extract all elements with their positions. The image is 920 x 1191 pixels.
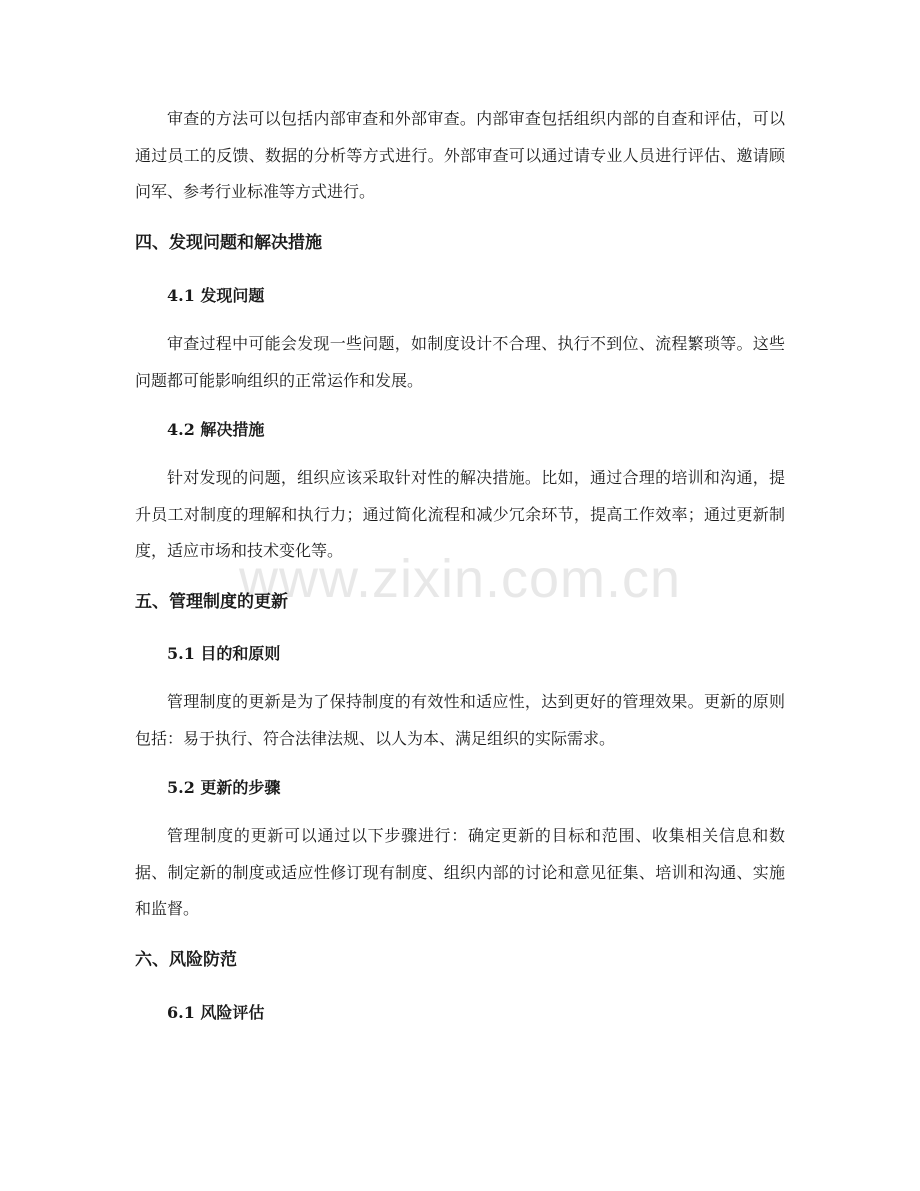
section-heading-6: 六、风险防范 [135,950,237,970]
watermark: www.zixin.com.cn [238,549,682,609]
section-heading-5: 五、管理制度的更新 [135,592,288,612]
paragraph-4-1: 审查过程中可能会发现一些问题，如制度设计不合理、执行不到位、流程繁琐等。这些问题都可能影响组织的正常运作和发展。 [135,334,785,390]
subheading-6-1: 6.1 风险评估 [167,1003,265,1022]
paragraph-4-2: 针对发现的问题，组织应该采取针对性的解决措施。比如，通过合理的培训和沟通，提升员工对制度的理解和执行力；通过简化流程和减少冗余环节，提高工作效率；通过更新制度，适应市场和技术变化等。 [135,468,785,560]
subheading-4-2: 4.2 解决措施 [167,420,265,439]
paragraph-review-methods: 审查的方法可以包括内部审查和外部审查。内部审查包括组织内部的自查和评估，可以通过员工的反馈、数据的分析等方式进行。外部审查可以通过请专业人员进行评估、邀请顾问军、参考行业标准等方式进行。 [135,109,785,201]
subheading-5-2: 5.2 更新的步骤 [167,778,281,797]
subheading-5-1: 5.1 目的和原则 [167,644,281,663]
section-heading-4: 四、发现问题和解决措施 [135,233,322,253]
paragraph-5-1: 管理制度的更新是为了保持制度的有效性和适应性，达到更好的管理效果。更新的原则包括：易于执行、符合法律法规、以人为本、满足组织的实际需求。 [135,692,785,748]
subheading-4-1: 4.1 发现问题 [167,286,265,305]
paragraph-5-2: 管理制度的更新可以通过以下步骤进行：确定更新的目标和范围、收集相关信息和数据、制定新的制度或适应性修订现有制度、组织内部的讨论和意见征集、培训和沟通、实施和监督。 [135,826,785,918]
